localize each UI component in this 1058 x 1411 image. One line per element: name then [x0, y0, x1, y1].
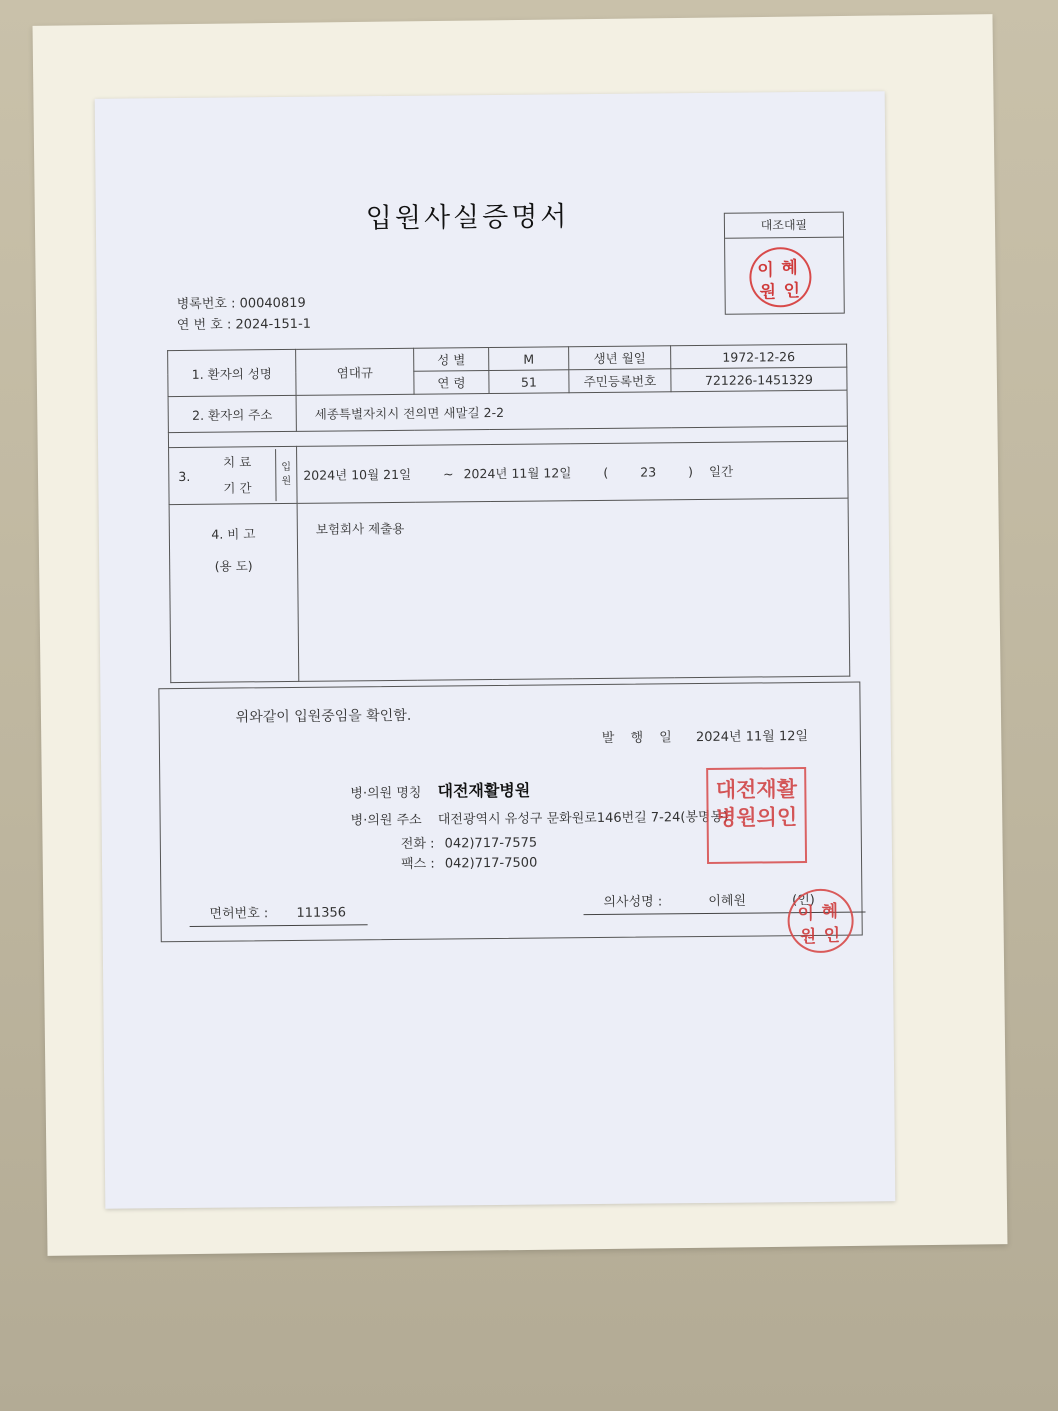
- treatment-label-bottom: 기 간: [223, 480, 252, 496]
- phone-number: 042)717-7575: [444, 835, 538, 852]
- registration-number: 00040819: [239, 295, 306, 312]
- phone-label: 전화 :: [400, 836, 435, 852]
- sex-label: 성 별: [414, 348, 489, 372]
- treatment-days: 23: [640, 464, 657, 480]
- document-title: 입원사실증명서: [365, 201, 570, 235]
- fax-line: [401, 852, 537, 872]
- birth-value: 1972-12-26: [671, 344, 847, 369]
- issue-label: 발 행 일: [601, 730, 678, 746]
- verify-box-label: 대조대필: [725, 213, 843, 239]
- patient-info-table: [167, 344, 850, 684]
- notes-label-cell: [169, 503, 299, 682]
- registration-label: 병록번호 :: [176, 296, 240, 313]
- rrn-label: 주민등록번호: [569, 369, 671, 393]
- hospital-address: 대전광역시 유성구 문화원로146번길 7-24(봉명동): [437, 809, 729, 828]
- notes-label: 4. 비 고: [211, 526, 256, 542]
- paren-open: (: [603, 464, 609, 480]
- certificate-paper: [95, 91, 896, 1209]
- age-value: 51: [489, 370, 569, 394]
- serial-line: [177, 313, 311, 333]
- license-line: [189, 901, 367, 927]
- treatment-end: 2024년 11월 12일: [463, 465, 572, 482]
- doctor-name: 이혜원: [708, 893, 747, 909]
- license-number: 111356: [296, 905, 347, 921]
- age-label: 연 령: [414, 371, 489, 395]
- registration-line: [177, 292, 306, 312]
- patient-name-label: 1. 환자의 성명: [168, 349, 296, 396]
- phone-line: [401, 832, 537, 852]
- verify-box: [724, 212, 845, 315]
- treatment-type-top: 입: [281, 461, 292, 474]
- verify-seal: 이 혜 원 인: [749, 247, 812, 308]
- hospital-name-line: [350, 778, 530, 803]
- fax-number: 042)717-7500: [444, 855, 538, 872]
- hospital-seal: 대전재활 병원의인: [706, 767, 807, 864]
- notes-value: 보험회사 제출용: [297, 498, 850, 681]
- confirmation-section: [158, 681, 862, 948]
- sex-value: M: [489, 347, 569, 371]
- treatment-label-cell: [169, 446, 298, 504]
- patient-name: 염대규: [296, 348, 414, 395]
- serial-number: 2024-151-1: [235, 316, 312, 333]
- treatment-start: 2024년 10월 21일: [303, 466, 412, 483]
- license-label: 면허번호 :: [209, 906, 269, 922]
- hospital-address-line: [351, 806, 729, 829]
- treatment-tilde: ~: [443, 466, 454, 482]
- doctor-seal-mark: (인): [792, 892, 815, 909]
- hospital-name: 대전재활병원: [437, 780, 531, 801]
- days-suffix: 일간: [708, 463, 734, 479]
- doctor-name-label: 의사성명 :: [603, 894, 663, 910]
- treatment-type-bottom: 원: [281, 475, 292, 488]
- hospital-name-label: 병·의원 명칭: [350, 785, 422, 802]
- address-value: 세종특별자치시 전의면 새말길 2-2: [296, 390, 847, 431]
- confirmation-statement: 위와같이 입원중임을 확인함.: [235, 707, 412, 726]
- paren-close: ): [688, 464, 694, 480]
- address-label: 2. 환자의 주소: [168, 395, 296, 432]
- rrn-value: 721226-1451329: [671, 367, 847, 392]
- issue-date: 2024년 11월 12일: [695, 728, 809, 746]
- treatment-period: [297, 441, 849, 503]
- notes-label-sub: (용 도): [214, 558, 253, 574]
- issue-date-line: [602, 725, 808, 746]
- treatment-label-top: 치 료: [223, 454, 252, 470]
- serial-label: 연 번 호 :: [176, 317, 236, 334]
- treatment-number: 3.: [178, 468, 191, 484]
- fax-label: 팩스 :: [400, 856, 435, 872]
- doctor-seal: 이 혜 원 인: [787, 889, 854, 954]
- birth-label: 생년 월일: [569, 346, 671, 370]
- hospital-address-label: 병·의원 주소: [350, 812, 422, 829]
